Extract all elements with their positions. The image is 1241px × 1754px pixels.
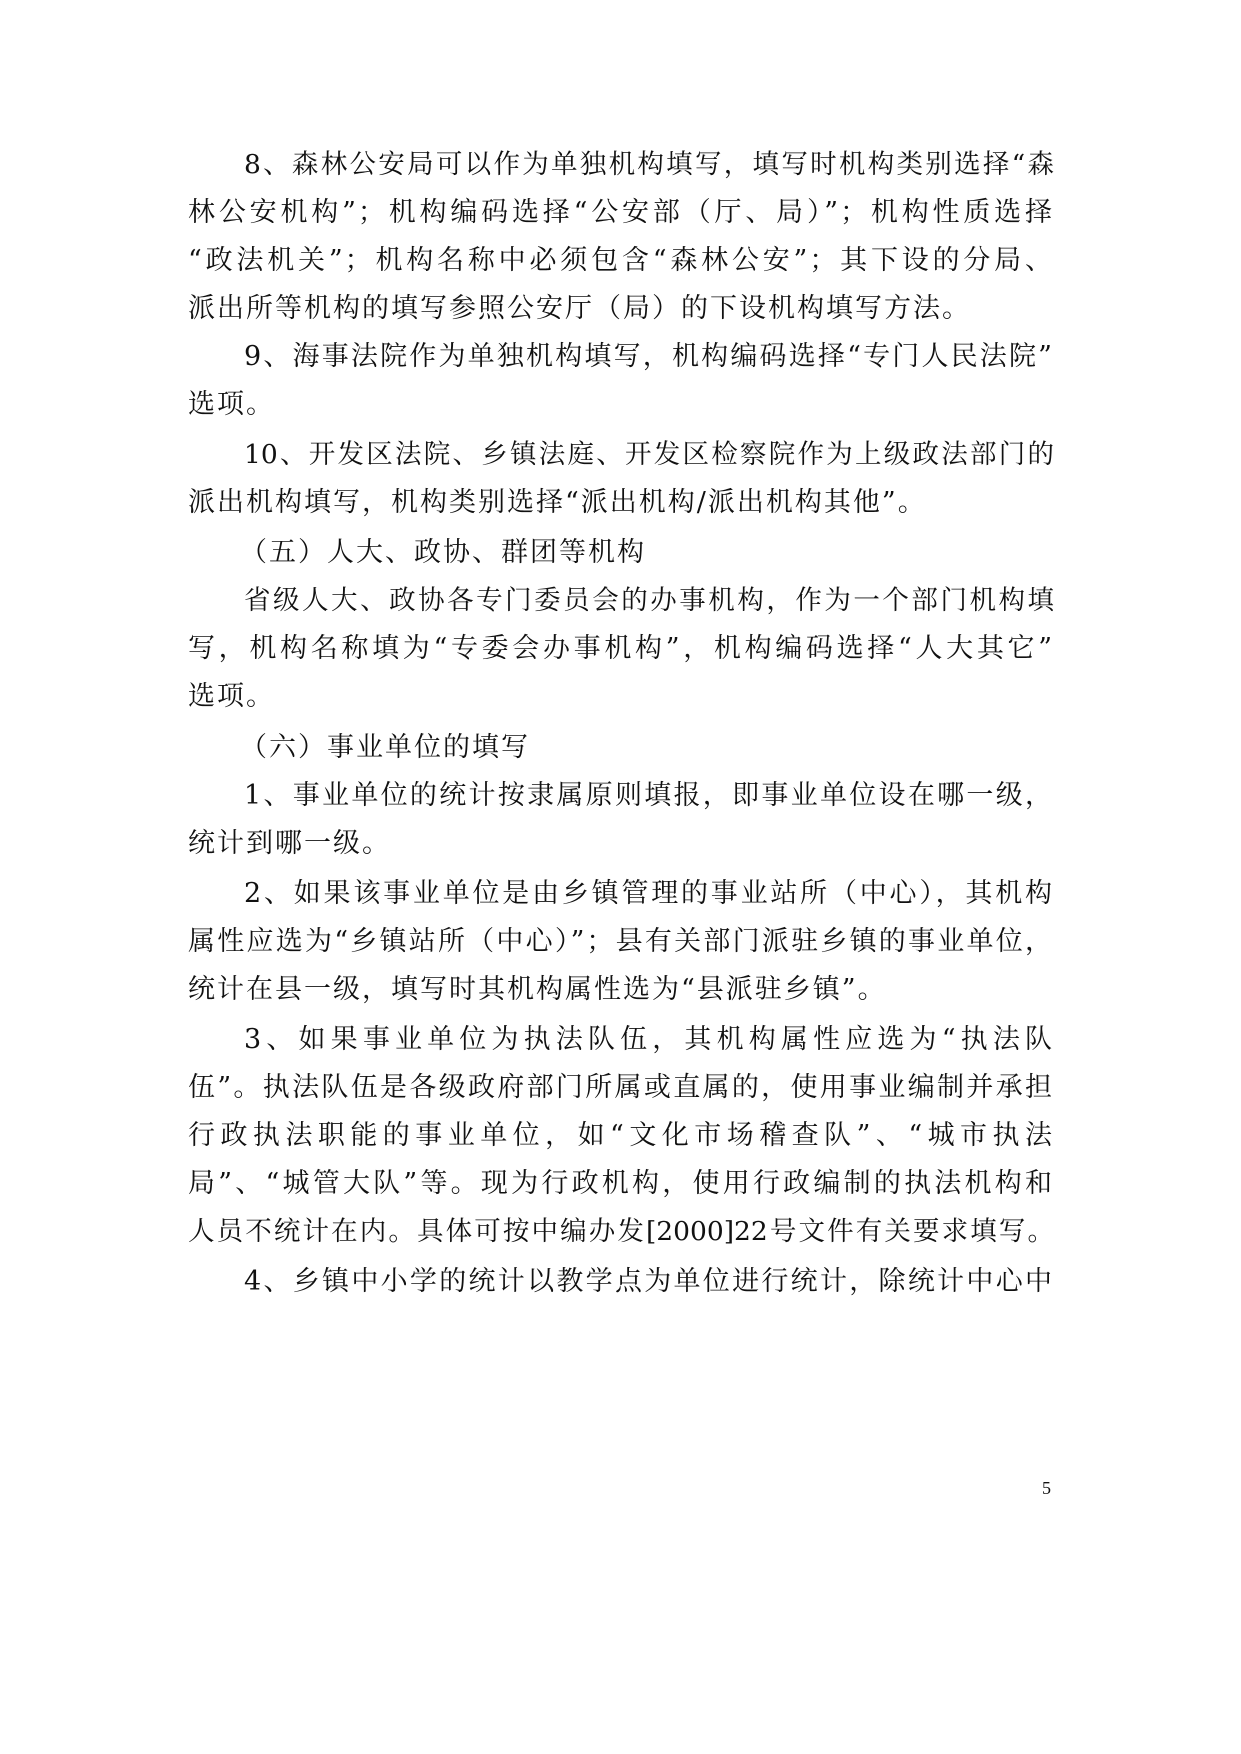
paragraph-6-3-line-1: 3、如果事业单位为执法队伍，其机构属性应选为“执法队 bbox=[244, 1024, 1054, 1055]
paragraph-npc-line-2: 写，机构名称填为“专委会办事机构”，机构编码选择“人大其它” bbox=[188, 633, 1054, 664]
section-heading-six: （六）事业单位的填写 bbox=[240, 732, 530, 763]
paragraph-6-3-line-5: 人员不统计在内。具体可按中编办发[2000]22号文件有关要求填写。 bbox=[188, 1216, 1054, 1247]
paragraph-6-2-line-2: 属性应选为“乡镇站所（中心）”；县有关部门派驻乡镇的事业单位， bbox=[188, 926, 1054, 957]
paragraph-8-line-1: 8、森林公安局可以作为单独机构填写，填写时机构类别选择“森 bbox=[244, 149, 1054, 180]
paragraph-6-3-line-4: 局”、“城管大队”等。现为行政机构，使用行政编制的执法机构和 bbox=[188, 1168, 1054, 1199]
paragraph-6-4-line-1: 4、乡镇中小学的统计以教学点为单位进行统计，除统计中心中 bbox=[244, 1266, 1054, 1297]
paragraph-6-3-line-3: 行政执法职能的事业单位，如“文化市场稽查队”、“城市执法 bbox=[188, 1120, 1054, 1151]
paragraph-8-line-3: “政法机关”；机构名称中必须包含“森林公安”；其下设的分局、 bbox=[188, 245, 1054, 276]
paragraph-6-1-line-1: 1、事业单位的统计按隶属原则填报，即事业单位设在哪一级， bbox=[244, 780, 1054, 811]
section-heading-five: （五）人大、政协、群团等机构 bbox=[240, 537, 646, 568]
paragraph-8-line-4: 派出所等机构的填写参照公安厅（局）的下设机构填写方法。 bbox=[188, 293, 971, 324]
paragraph-8-line-2: 林公安机构”；机构编码选择“公安部（厅、局）”；机构性质选择 bbox=[188, 197, 1054, 228]
paragraph-6-3-line-2: 伍”。执法队伍是各级政府部门所属或直属的，使用事业编制并承担 bbox=[188, 1072, 1054, 1103]
paragraph-9-line-1: 9、海事法院作为单独机构填写，机构编码选择“专门人民法院” bbox=[244, 341, 1054, 372]
paragraph-npc-line-1: 省级人大、政协各专门委员会的办事机构，作为一个部门机构填 bbox=[244, 585, 1054, 616]
page-number: 5 bbox=[1042, 1478, 1051, 1498]
paragraph-6-1-line-2: 统计到哪一级。 bbox=[188, 828, 391, 859]
paragraph-10-line-2: 派出机构填写，机构类别选择“派出机构/派出机构其他”。 bbox=[188, 487, 927, 518]
paragraph-10-line-1: 10、开发区法院、乡镇法庭、开发区检察院作为上级政法部门的 bbox=[244, 439, 1054, 470]
paragraph-6-2-line-3: 统计在县一级，填写时其机构属性选为“县派驻乡镇”。 bbox=[188, 974, 887, 1005]
paragraph-npc-line-3: 选项。 bbox=[188, 681, 275, 712]
paragraph-9-line-2: 选项。 bbox=[188, 389, 275, 420]
paragraph-6-2-line-1: 2、如果该事业单位是由乡镇管理的事业站所（中心），其机构 bbox=[244, 878, 1054, 909]
